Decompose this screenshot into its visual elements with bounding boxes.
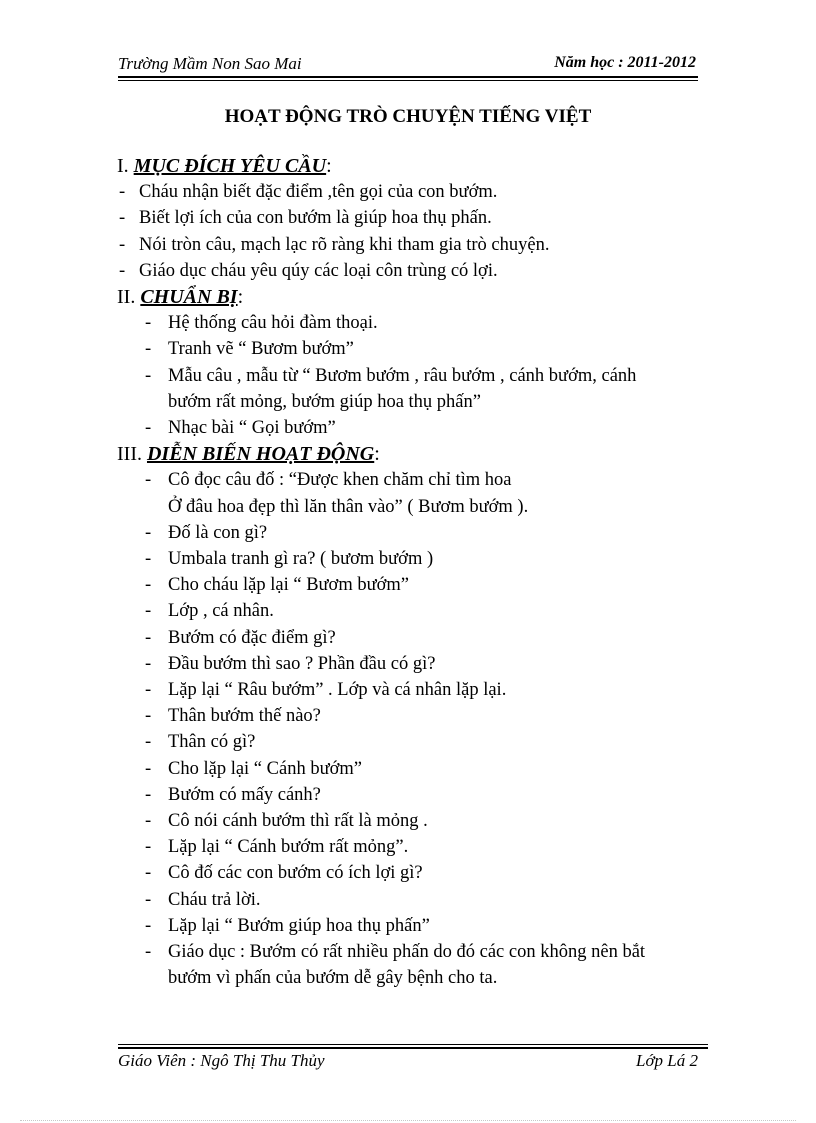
list-item: - Bướm có mấy cánh? [145,784,321,805]
section-title: DIỄN BIẾN HOẠT ĐỘNG [146,443,375,466]
section-number: I. [117,155,129,177]
list-item: - Giáo dục cháu yêu qúy các loại côn trùng có lợi. [119,260,498,281]
class-name: Lớp Lá 2 [636,1051,698,1070]
section-title: CHUẨN BỊ [140,286,238,309]
list-item: - Cháu nhận biết đặc điểm ,tên gọi của con bướm. [119,182,498,203]
document-title: HOẠT ĐỘNG TRÒ CHUYỆN TIẾNG VIỆT [224,106,592,127]
list-item: - Cô nói cánh bướm thì rất là mỏng . [145,811,428,832]
list-item: - Lặp lại “ Râu bướm” . Lớp và cá nhân lặp lại. [145,680,507,701]
list-item-continuation: Ở đâu hoa đẹp thì lăn thân vào” ( Bươm bướm ). [168,496,529,517]
list-item: - Tranh vẽ “ Bươm bướm” [145,339,354,360]
list-item: - Umbala tranh gì ra? ( bươm bướm ) [145,549,434,570]
page-edge [20,1120,796,1121]
list-item: - Cho lặp lại “ Cánh bướm” [145,758,362,779]
list-item: - Bướm có đặc điểm gì? [145,627,336,648]
list-item: - Mẫu câu , mẫu từ “ Bươm bướm , râu bướm , cánh bướm, cánh [145,365,637,386]
list-item: - Cô đố các con bướm có ích lợi gì? [145,863,423,884]
list-item: - Cháu trả lời. [145,889,261,910]
list-item: - Hệ thống câu hỏi đàm thoại. [145,313,378,334]
list-item: - Lặp lại “ Bướm giúp hoa thụ phấn” [145,915,430,936]
page-footer [118,1051,698,1073]
school-name: Trường Mầm Non Sao Mai [118,54,302,73]
list-item: - Đố là con gì? [145,522,268,543]
footer-rule [118,1044,708,1049]
section-heading-preparation: II. CHUẨN BỊ: [117,286,244,309]
list-item-continuation: bướm vì phấn của bướm dễ gây bệnh cho ta. [168,968,498,989]
list-item-continuation: bướm rất mỏng, bướm giúp hoa thụ phấn” [168,391,481,412]
school-year: Năm học : 2011-2012 [554,54,696,71]
section-heading-purpose: I. MỤC ĐÍCH YÊU CẦU: [117,155,332,177]
page-header [118,54,696,76]
list-item: - Thân có gì? [145,732,256,753]
header-rule [118,76,698,81]
section-number: II. [117,286,136,309]
list-item: - Cho cháu lặp lại “ Bươm bướm” [145,575,410,596]
list-item: - Lặp lại “ Cánh bướm rất mỏng”. [145,837,409,858]
list-item: - Thân bướm thế nào? [145,706,321,727]
section-heading-activity: III. DIỄN BIẾN HOẠT ĐỘNG: [117,443,380,466]
list-item: - Giáo dục : Bướm có rất nhiều phấn do đó các con không nên bắt [145,942,646,963]
list-item: - Nói tròn câu, mạch lạc rõ ràng khi tham gia trò chuyện. [119,234,550,255]
list-item: - Cô đọc câu đố : “Được khen chăm chỉ tìm hoa [145,470,512,491]
section-number: III. [117,443,142,466]
document-body [117,153,717,992]
teacher-name: Giáo Viên : Ngô Thị Thu Thủy [118,1051,325,1070]
list-item: - Nhạc bài “ Gọi bướm” [145,418,336,439]
list-item: - Biết lợi ích của con bướm là giúp hoa thụ phấn. [119,208,492,229]
list-item: - Đầu bướm thì sao ? Phần đầu có gì? [145,653,436,674]
list-item: - Lớp , cá nhân. [145,601,274,622]
section-title: MỤC ĐÍCH YÊU CẦU [133,155,327,177]
